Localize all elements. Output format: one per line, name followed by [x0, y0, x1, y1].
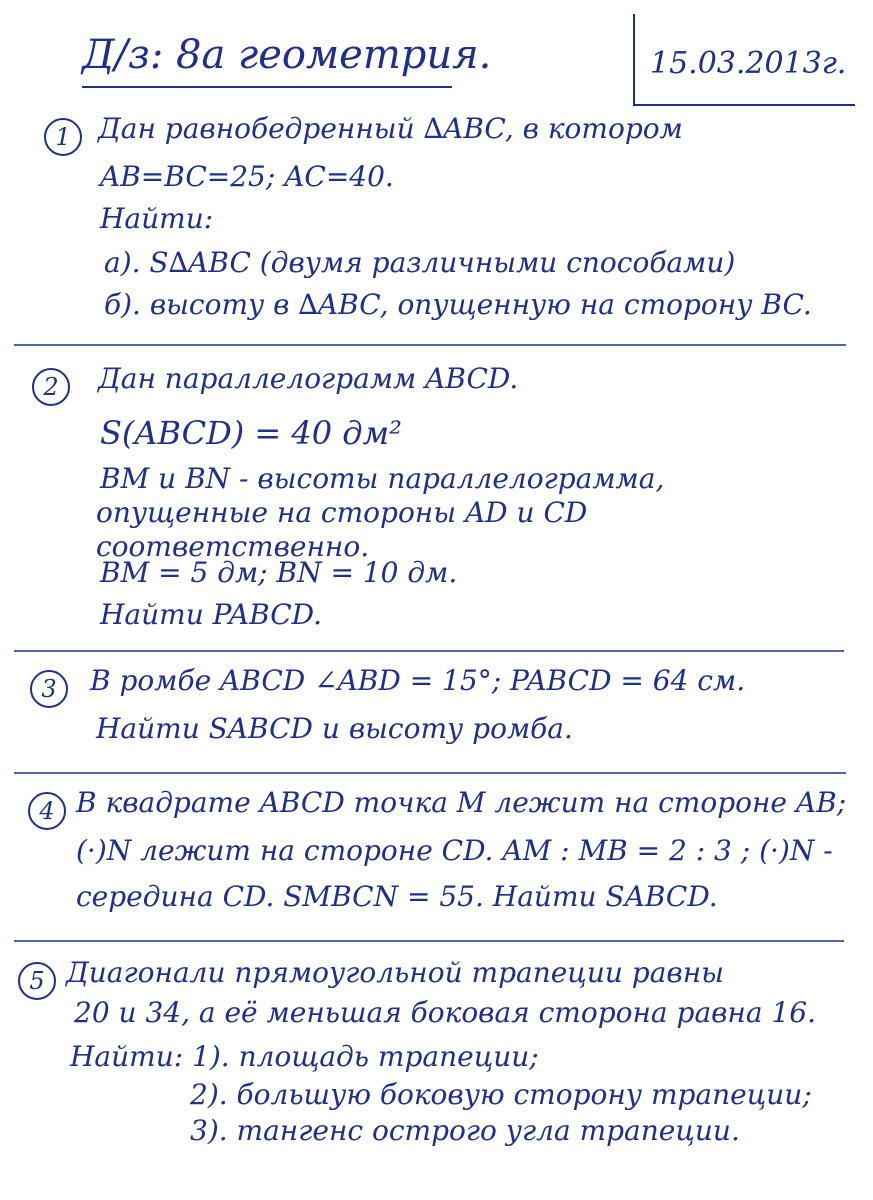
problem-divider [14, 344, 846, 346]
problem-number: 5 [18, 962, 56, 1000]
problem-3-line: Найти SABCD и высоту ромба. [96, 712, 573, 745]
problem-1-line: Найти: [100, 202, 214, 235]
problem-5-line: 2). большую боковую сторону трапеции; [190, 1078, 812, 1111]
problem-2-line: соответственно. [96, 530, 370, 563]
problem-number: 1 [44, 118, 82, 156]
page-title: Д/з: 8а геометрия. [82, 32, 492, 78]
problem-5-line: Диагонали прямоугольной трапеции равны [66, 956, 724, 989]
problem-1-line: Дан равнобедренный ∆ABC, в котором [98, 112, 683, 145]
date-box-border [633, 14, 635, 104]
problem-5-line: 20 и 34, а её меньшая боковая сторона равна 16. [74, 996, 816, 1029]
problem-2-line: Дан параллелограмм ABCD. [98, 362, 519, 395]
problem-4-line: середина CD. SMBCN = 55. Найти SABCD. [76, 880, 718, 913]
date-label: 15.03.2013г. [650, 46, 847, 81]
problem-divider [14, 940, 844, 942]
problem-2-line: опущенные на стороны AD и CD [96, 496, 588, 529]
date-box-border [633, 104, 855, 106]
problem-number: 2 [32, 368, 70, 406]
problem-1-line: а). S∆ABC (двумя различными способами) [104, 246, 736, 279]
problem-2-line: BM = 5 дм; BN = 10 дм. [100, 556, 458, 589]
problem-5-line: Найти: 1). площадь трапеции; [70, 1040, 539, 1073]
problem-2-line: Найти PABCD. [100, 598, 322, 631]
problem-3-line: В ромбе ABCD ∠ABD = 15°; PABCD = 64 см. [90, 664, 746, 697]
problem-5-line: 3). тангенс острого угла трапеции. [190, 1114, 740, 1147]
problem-1-line: AB=BC=25; AC=40. [100, 160, 394, 193]
title-underline [82, 86, 452, 88]
problem-4-line: В квадрате ABCD точка M лежит на стороне AB; [76, 786, 847, 819]
problem-number: 4 [28, 792, 66, 830]
problem-4-line: (·)N лежит на стороне CD. AM : MB = 2 : 3 ; (·)N - [76, 834, 833, 867]
problem-2-line: BM и BN - высоты параллелограмма, [100, 462, 665, 495]
problem-1-line: б). высоту в ∆ABC, опущенную на сторону BC. [104, 288, 812, 321]
problem-number: 3 [30, 670, 68, 708]
problem-2-line: S(ABCD) = 40 дм² [100, 414, 402, 452]
problem-divider [14, 772, 846, 774]
problem-divider [14, 650, 844, 652]
